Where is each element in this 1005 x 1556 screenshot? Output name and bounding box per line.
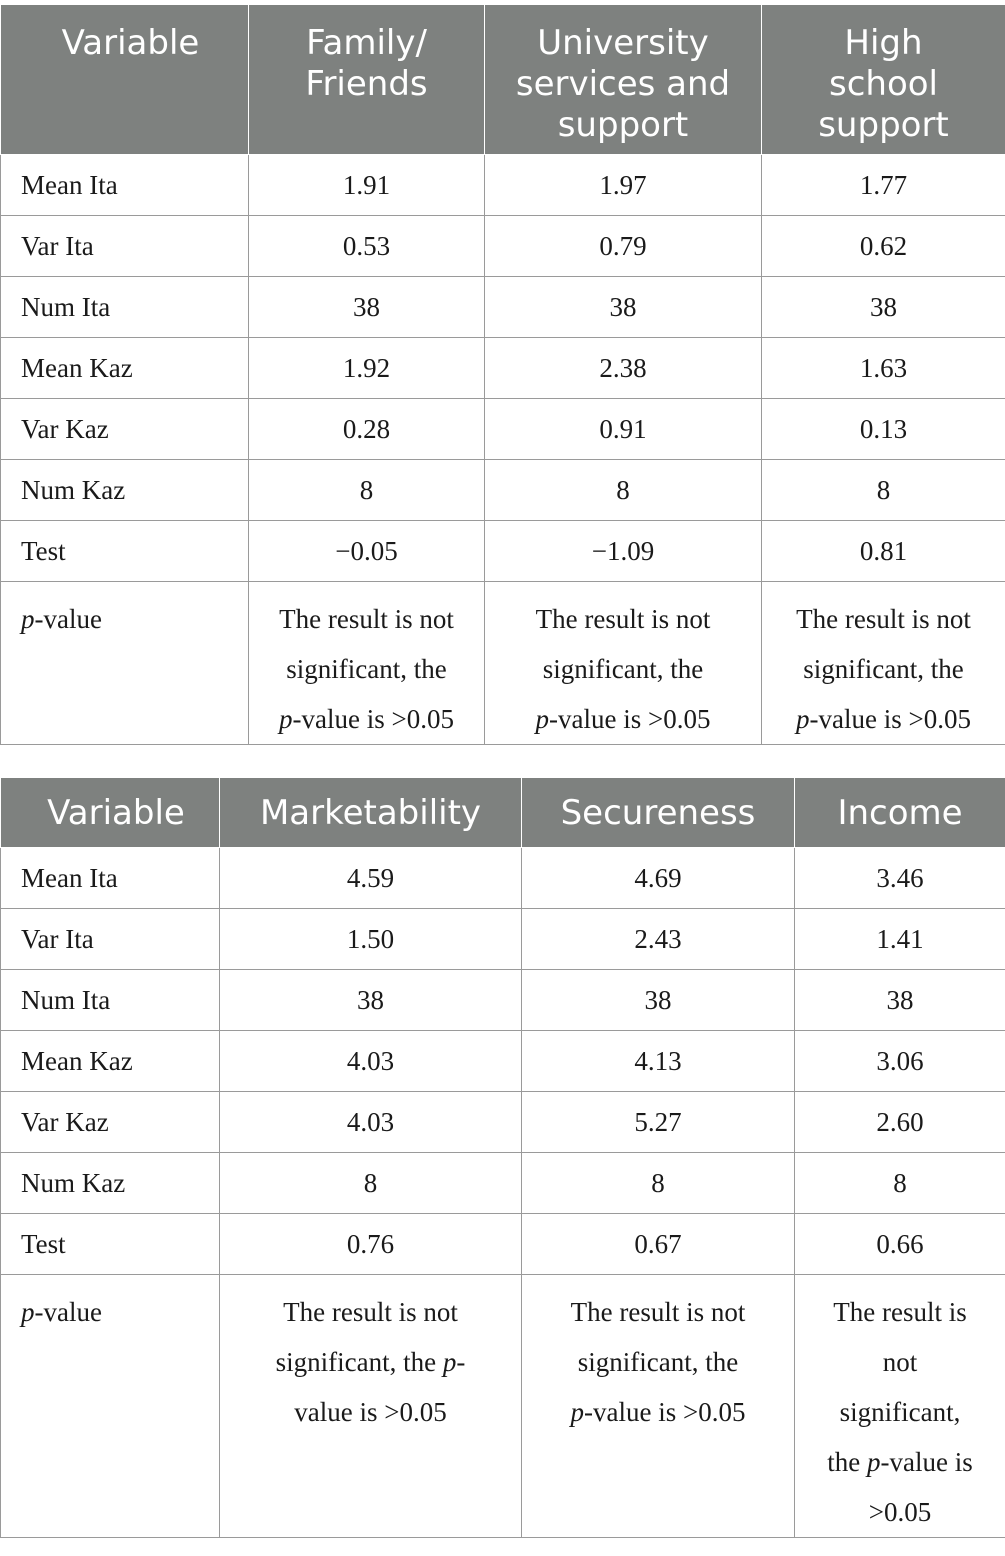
row-label: Num Ita [1,277,249,338]
table-cell: 2.38 [485,338,762,399]
row-label-pvalue: p-value [1,1275,220,1538]
table-row [1,1031,1005,1092]
table-cell: 1.41 [795,909,1005,970]
table-decision-sources [0,4,1005,745]
table-cell: 4.03 [220,1092,522,1153]
table-cell: 38 [485,277,762,338]
row-label: Num Ita [1,970,220,1031]
row-label: Var Ita [1,216,249,277]
table-job-factors [0,777,1005,1538]
table-cell: 0.53 [249,216,485,277]
table-cell: 4.59 [220,848,522,909]
table-cell: 4.03 [220,1031,522,1092]
table-cell: 1.92 [249,338,485,399]
pvalue-cell: The result is not significant, the p-value is >0.05 [249,582,485,745]
table-cell: 0.28 [249,399,485,460]
row-label: Mean Kaz [1,338,249,399]
table-cell: 0.13 [762,399,1005,460]
table-cell: 0.91 [485,399,762,460]
header-cell: Marketability [220,778,522,848]
table-row [1,1153,1005,1214]
table-cell: 0.67 [522,1214,795,1275]
table-row [1,338,1005,399]
row-label: Mean Ita [1,155,249,216]
table-cell: 2.43 [522,909,795,970]
table-row [1,521,1005,582]
table-row [1,848,1005,909]
header-cell: University services and support [485,5,762,155]
table-cell: 38 [522,970,795,1031]
table-cell: 0.62 [762,216,1005,277]
header-cell: High school support [762,5,1005,155]
table-cell: 4.69 [522,848,795,909]
table-cell: 2.60 [795,1092,1005,1153]
table-cell: 8 [762,460,1005,521]
table-cell: 1.63 [762,338,1005,399]
table-row [1,460,1005,521]
table-row [1,216,1005,277]
header-cell: Variable [1,5,249,155]
table-cell: 8 [249,460,485,521]
table-cell: −1.09 [485,521,762,582]
table-row [1,1092,1005,1153]
pvalue-cell: The result is not significant, the p-value is >0.05 [522,1275,795,1538]
table-cell: 0.66 [795,1214,1005,1275]
row-label: Mean Ita [1,848,220,909]
table-cell: 38 [795,970,1005,1031]
pvalue-cell: The result is not significant, the p- value is >0.05 [220,1275,522,1538]
header-row [1,778,1005,848]
table-row-pvalue [1,1275,1005,1538]
table-cell: 0.81 [762,521,1005,582]
header-cell: Income [795,778,1005,848]
table-cell: 8 [522,1153,795,1214]
table-row-pvalue [1,582,1005,745]
table-cell: 3.46 [795,848,1005,909]
row-label: Var Kaz [1,1092,220,1153]
table-cell: 8 [220,1153,522,1214]
table-cell: 1.77 [762,155,1005,216]
row-label: Var Kaz [1,399,249,460]
table-cell: −0.05 [249,521,485,582]
table-row [1,970,1005,1031]
header-row [1,5,1005,155]
row-label: Num Kaz [1,1153,220,1214]
table-cell: 1.50 [220,909,522,970]
table-cell: 0.79 [485,216,762,277]
row-label: Test [1,521,249,582]
table-cell: 3.06 [795,1031,1005,1092]
table-row [1,909,1005,970]
pvalue-cell: The result is not significant, the p-value is >0.05 [795,1275,1005,1538]
table-cell: 38 [249,277,485,338]
table-cell: 8 [795,1153,1005,1214]
pvalue-cell: The result is not significant, the p-value is >0.05 [485,582,762,745]
table-row [1,277,1005,338]
table-row [1,399,1005,460]
table-row [1,155,1005,216]
table-cell: 8 [485,460,762,521]
row-label: Mean Kaz [1,1031,220,1092]
header-cell: Family/ Friends [249,5,485,155]
table-cell: 1.97 [485,155,762,216]
row-label-pvalue: p-value [1,582,249,745]
table-cell: 0.76 [220,1214,522,1275]
table-cell: 4.13 [522,1031,795,1092]
header-cell: Variable [1,778,220,848]
table-cell: 1.91 [249,155,485,216]
pvalue-cell: The result is not significant, the p-value is >0.05 [762,582,1005,745]
row-label: Num Kaz [1,460,249,521]
row-label: Test [1,1214,220,1275]
header-cell: Secureness [522,778,795,848]
row-label: Var Ita [1,909,220,970]
table-cell: 38 [220,970,522,1031]
table-cell: 38 [762,277,1005,338]
table-cell: 5.27 [522,1092,795,1153]
table-row [1,1214,1005,1275]
